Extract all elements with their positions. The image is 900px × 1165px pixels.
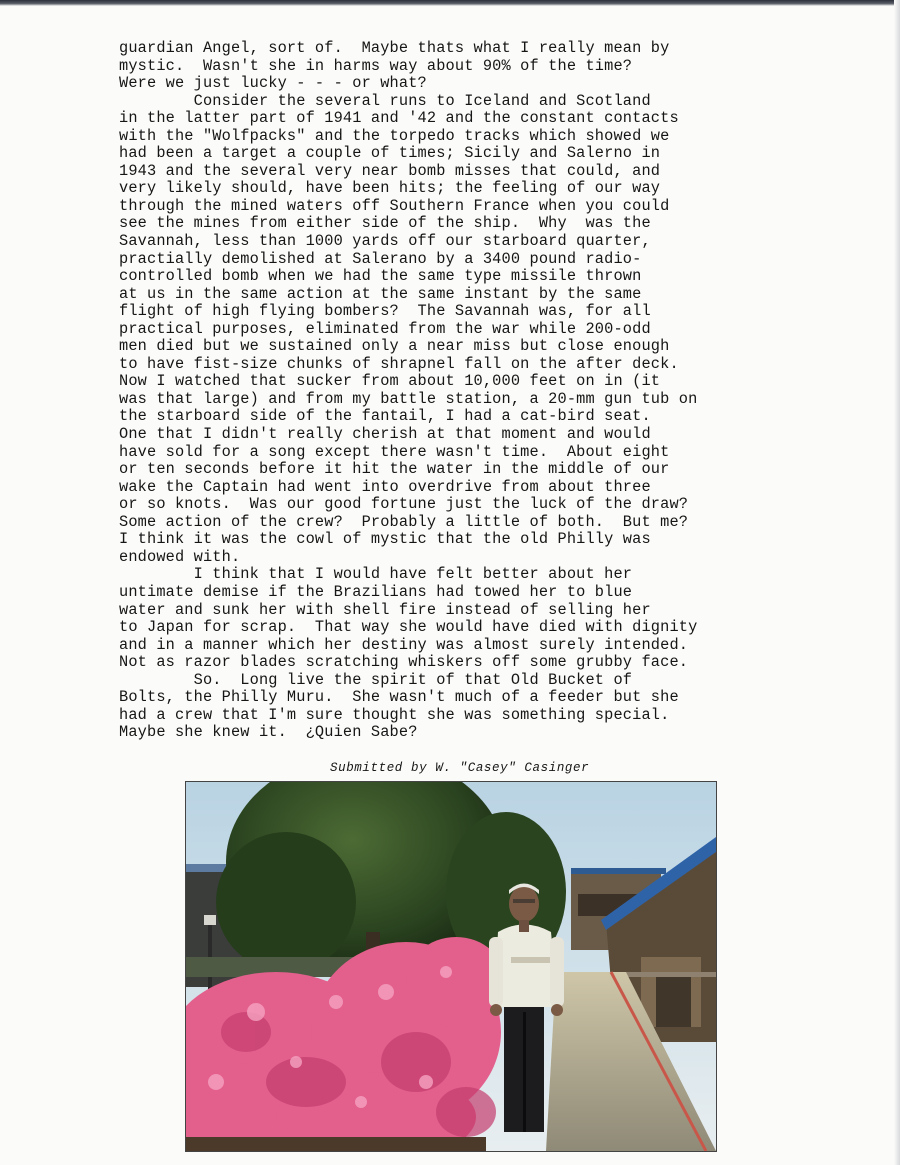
article-body [119, 40, 809, 742]
scan-right-edge [894, 0, 900, 1165]
body-line: controlled bomb when we had the same type missile thrown [119, 267, 642, 286]
body-line: So. Long live the spirit of that Old Bucket of [119, 670, 633, 689]
body-line: had been a target a couple of times; Sicily and Salerno in [119, 144, 661, 163]
body-line: I think it was the cowl of mystic that the old Philly was [119, 530, 651, 549]
body-line: was that large) and from my battle station, a 20-mm gun tub on [119, 389, 698, 408]
body-line: guardian Angel, sort of. Maybe thats what I really mean by [119, 39, 670, 57]
body-line: the starboard side of the fantail, I had a cat-bird seat. [119, 407, 651, 426]
body-line: or so knots. Was our good fortune just the luck of the draw? [119, 495, 689, 514]
body-line: practical purposes, eliminated from the war while 200-odd [119, 319, 651, 338]
body-line: I think that I would have felt better about her [119, 565, 633, 584]
body-line: wake the Captain had went into overdrive from about three [119, 477, 651, 496]
body-line: Some action of the crew? Probably a little of both. But me? [119, 512, 689, 531]
body-line: have sold for a song except there wasn't time. About eight [119, 442, 670, 461]
body-line: One that I didn't really cherish at that moment and would [119, 425, 651, 444]
photo-credit: Submitted by W. "Casey" Casinger [330, 761, 590, 775]
body-line: Were we just lucky - - - or what? [119, 74, 427, 93]
body-line: practially demolished at Salerano by a 3400 pound radio- [119, 249, 642, 268]
body-line: through the mined waters off Southern France when you could [119, 196, 670, 215]
body-line: see the mines from either side of the ship. Why was the [119, 214, 651, 233]
body-line: or ten seconds before it hit the water in the middle of our [119, 460, 670, 479]
body-line: mystic. Wasn't she in harms way about 90% of the time? [119, 56, 633, 75]
body-line: 1943 and the several very near bomb misses that could, and [119, 161, 661, 180]
body-line: Maybe she knew it. ¿Quien Sabe? [119, 723, 418, 742]
body-line: at us in the same action at the same instant by the same [119, 284, 642, 303]
body-line: and in a manner which her destiny was almost surely intended. [119, 635, 689, 654]
body-line: in the latter part of 1941 and '42 and the constant contacts [119, 109, 679, 128]
body-line: with the "Wolfpacks" and the torpedo tracks which showed we [119, 126, 670, 145]
body-line: endowed with. [119, 547, 241, 566]
body-line: to have fist-size chunks of shrapnel fall on the after deck. [119, 354, 679, 373]
body-line: very likely should, have been hits; the feeling of our way [119, 179, 661, 198]
photo-illustration [186, 782, 716, 1151]
body-line: Not as razor blades scratching whiskers off some grubby face. [119, 653, 689, 672]
body-line: water and sunk her with shell fire instead of selling her [119, 600, 651, 619]
body-line: had a crew that I'm sure thought she was something special. [119, 705, 670, 724]
body-line: untimate demise if the Brazilians had towed her to blue [119, 582, 633, 601]
body-line: Bolts, the Philly Muru. She wasn't much of a feeder but she [119, 688, 679, 707]
body-line: Savannah, less than 1000 yards off our starboard quarter, [119, 232, 651, 251]
body-line: Consider the several runs to Iceland and Scotland [119, 91, 651, 110]
body-line: to Japan for scrap. That way she would have died with dignity [119, 618, 698, 637]
body-line: men died but we sustained only a near miss but close enough [119, 337, 670, 356]
body-line: flight of high flying bombers? The Savannah was, for all [119, 302, 651, 321]
body-line: Now I watched that sucker from about 10,000 feet on in (it [119, 372, 661, 391]
photo-man-with-azaleas [185, 781, 717, 1152]
scan-top-edge [0, 0, 900, 6]
